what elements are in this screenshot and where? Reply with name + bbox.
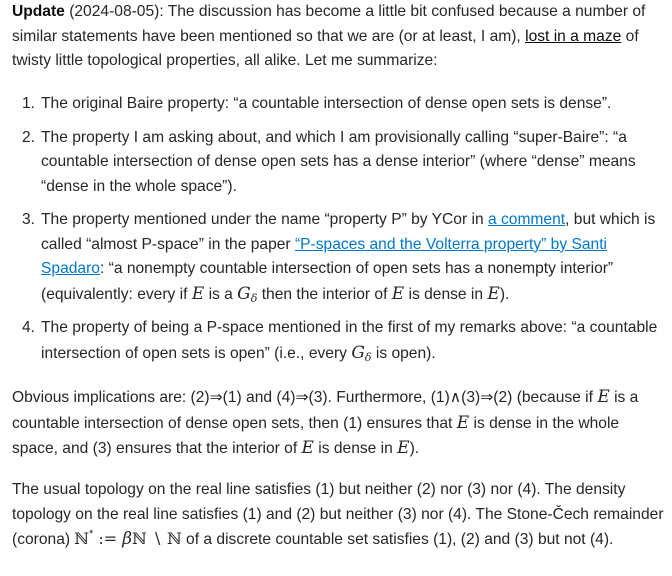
comment-link[interactable]: a comment: [487, 211, 566, 228]
list-number: 3.: [22, 211, 36, 228]
list-item: [12, 208, 668, 307]
list-item-text: , but which is called “almost P-space” in the paper: [41, 211, 656, 253]
math-n: ℕ: [132, 529, 147, 548]
paragraph-text: Obvious implications are: (2)⇒(1) and (4)⇒(3). Furthermore, (1)∧(3)⇒(2) (because if: [12, 389, 598, 406]
math-e: E: [487, 283, 500, 304]
list-item: [12, 92, 668, 117]
math-star: *: [89, 528, 94, 540]
math-g: G: [351, 342, 365, 363]
math-g: G: [237, 283, 251, 304]
paragraph-text: ).: [409, 440, 420, 457]
paragraph-text: is dense in the whole space, and (3) ensures that the interior of: [12, 414, 620, 457]
list-item: [12, 316, 668, 366]
list-item-text: The property I am asking about, and which I am provisionally calling “super-Baire”: “a countable intersection of dense open sets has a dense interior” (where “dense” means “dense in the whole space”).: [41, 128, 636, 195]
list-item-text: is open).: [371, 344, 436, 362]
list-number: 1.: [22, 95, 36, 112]
topology-paragraph: [12, 478, 668, 553]
paper-link[interactable]: “P-spaces and the Volterra property” by Santi Spadaro: [41, 235, 608, 277]
list-item-text: : “a nonempty countable intersection of open sets has a nonempty interior” (equivalently: every if: [41, 260, 614, 303]
math-e: E: [301, 438, 314, 458]
list-number: 4.: [22, 319, 36, 336]
math-e: E: [397, 438, 410, 458]
math-assign: :=: [93, 529, 123, 548]
math-g-delta: [237, 284, 257, 304]
list-item-text: is dense in: [404, 285, 488, 303]
math-delta: δ: [364, 350, 372, 364]
update-label: Update: [12, 3, 65, 20]
list-item-text: The property mentioned under the name “property P” by YCor in: [41, 211, 488, 228]
math-e: E: [191, 283, 205, 304]
math-e: E: [391, 283, 405, 304]
math-g-delta: [351, 343, 371, 363]
update-paragraph: [12, 0, 668, 74]
paragraph-text: The usual topology on the real line satisfies (1) but neither (2) nor (3) nor (4). The density topology on the real line satisfies (1) and (2) but neither (3) nor (4). The Stone-Čech remainder (corona): [12, 481, 664, 548]
math-corona: [74, 528, 182, 549]
list-item-text: is a: [204, 285, 238, 303]
update-text: (2024-08-05): The discussion has become a little bit confused because a number of similar statements have been mentioned so that we are (or at least, I am),: [12, 3, 646, 45]
math-setminus: ∖: [146, 529, 168, 548]
update-text-end: of twisty little topological properties, all alike. Let me summarize:: [12, 27, 639, 69]
paragraph-text: is dense in: [313, 440, 398, 457]
math-e: E: [456, 412, 470, 433]
list-number: 2.: [22, 128, 36, 146]
lost-in-maze-link[interactable]: lost in a maze: [525, 27, 622, 45]
math-beta: β: [122, 529, 133, 549]
math-n: ℕ: [167, 529, 182, 548]
list-item-text: The original Baire property: “a countable intersection of dense open sets is dense”.: [41, 95, 612, 112]
paragraph-text: is a countable intersection of dense open sets, then (1) ensures that: [12, 389, 639, 432]
math-delta: δ: [250, 291, 258, 305]
list-item-text: then the interior of: [257, 285, 392, 303]
list-item-text: The property of being a P-space mentioned in the first of my remarks above: “a countable intersection of open sets is open” (i.e., every: [41, 319, 658, 362]
math-e: E: [597, 387, 610, 407]
math-n: ℕ: [74, 529, 90, 548]
property-list: [12, 92, 668, 366]
implications-paragraph: [12, 385, 668, 462]
list-item-text: ).: [499, 285, 510, 303]
list-item: [12, 126, 668, 200]
paragraph-text: of a discrete countable set satisfies (1), (2) and (3) but not (4).: [181, 531, 614, 548]
